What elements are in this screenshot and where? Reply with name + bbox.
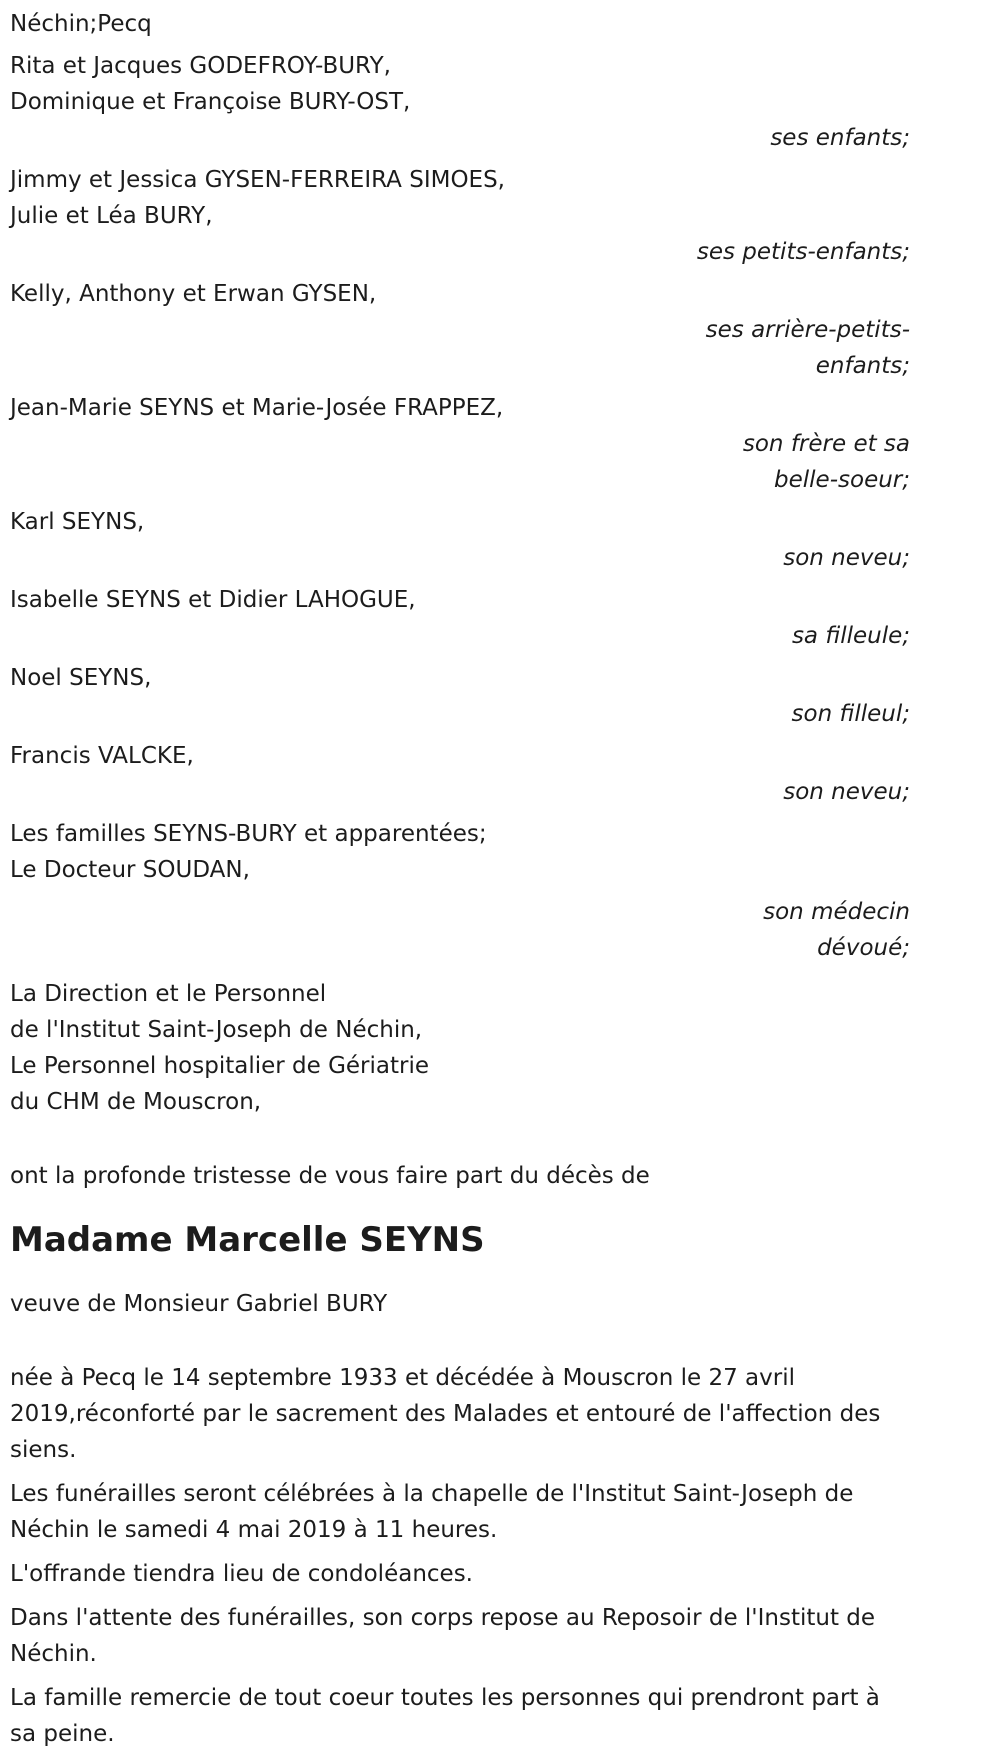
family-name: Rita et Jacques GODEFROY-BURY,: [10, 53, 391, 79]
family-name: Le Docteur SOUDAN,: [10, 857, 250, 883]
family-relation: son frère et sa: [742, 431, 910, 457]
family-name: Noel SEYNS,: [10, 665, 152, 691]
deceased-name: Madame Marcelle SEYNS: [10, 1220, 485, 1260]
family-name: Isabelle SEYNS et Didier LAHOGUE,: [10, 587, 416, 613]
details-block: [10, 1360, 980, 1752]
family-relation: sa filleule;: [791, 623, 910, 649]
paragraph-funeral: Les funérailles seront célébrées à la chapelle de l'Institut Saint-Joseph de Néchin le samedi 4 mai 2019 à 11 heures.: [10, 1481, 854, 1543]
spouse-line: veuve de Monsieur Gabriel BURY: [10, 1291, 388, 1317]
family-relation: son neveu;: [783, 545, 910, 571]
family-name: Jean-Marie SEYNS et Marie-Josée FRAPPEZ,: [10, 395, 504, 421]
paragraph-reposoir: Dans l'attente des funérailles, son corps repose au Reposoir de l'Institut de Néchin.: [10, 1605, 876, 1667]
family-relation: enfants;: [815, 353, 910, 379]
institution-line: La Direction et le Personnel: [10, 981, 327, 1007]
family-relation: ses arrière-petits-: [705, 317, 910, 343]
family-relation: belle-soeur;: [774, 467, 910, 493]
family-group-brother: [10, 390, 980, 498]
paragraph-birth-death: née à Pecq le 14 septembre 1933 et décédée à Mouscron le 27 avril 2019,réconforté par le sacrement des Malades et entouré de l'affection des siens.: [10, 1365, 881, 1463]
announcement-text: ont la profonde tristesse de vous faire part du décès de: [10, 1163, 650, 1189]
institutions-block: [10, 976, 980, 1120]
family-group-doctor: [10, 816, 980, 966]
family-relation: ses enfants;: [770, 125, 910, 151]
family-relation: son filleul;: [791, 701, 910, 727]
family-group-goddaughter: [10, 582, 980, 654]
family-group-grandchildren: [10, 162, 980, 270]
family-relation: dévoué;: [817, 935, 910, 961]
family-group-nephew-francis: [10, 738, 980, 810]
family-name: Dominique et Françoise BURY-OST,: [10, 89, 411, 115]
family-name: Karl SEYNS,: [10, 509, 145, 535]
family-group-children: [10, 48, 980, 156]
family-relation: ses petits-enfants;: [696, 239, 910, 265]
family-name: Jimmy et Jessica GYSEN-FERREIRA SIMOES,: [10, 167, 505, 193]
family-relation: son médecin: [763, 899, 910, 925]
institution-line: du CHM de Mouscron,: [10, 1089, 262, 1115]
paragraph-thanks: La famille remercie de tout coeur toutes les personnes qui prendront part à sa peine.: [10, 1685, 880, 1747]
family-group-godson: [10, 660, 980, 732]
family-name: Francis VALCKE,: [10, 743, 194, 769]
family-name: Julie et Léa BURY,: [10, 203, 213, 229]
institution-line: Le Personnel hospitalier de Gériatrie: [10, 1053, 430, 1079]
paragraph-offering: L'offrande tiendra lieu de condoléances.: [10, 1561, 473, 1587]
family-name: Les familles SEYNS-BURY et apparentées;: [10, 821, 487, 847]
family-group-great-grandchildren: [10, 276, 980, 384]
family-group-nephew-karl: [10, 504, 980, 576]
location-line: Néchin;Pecq: [10, 11, 152, 37]
institution-line: de l'Institut Saint-Joseph de Néchin,: [10, 1017, 423, 1043]
family-relation: son neveu;: [783, 779, 910, 805]
family-name: Kelly, Anthony et Erwan GYSEN,: [10, 281, 377, 307]
